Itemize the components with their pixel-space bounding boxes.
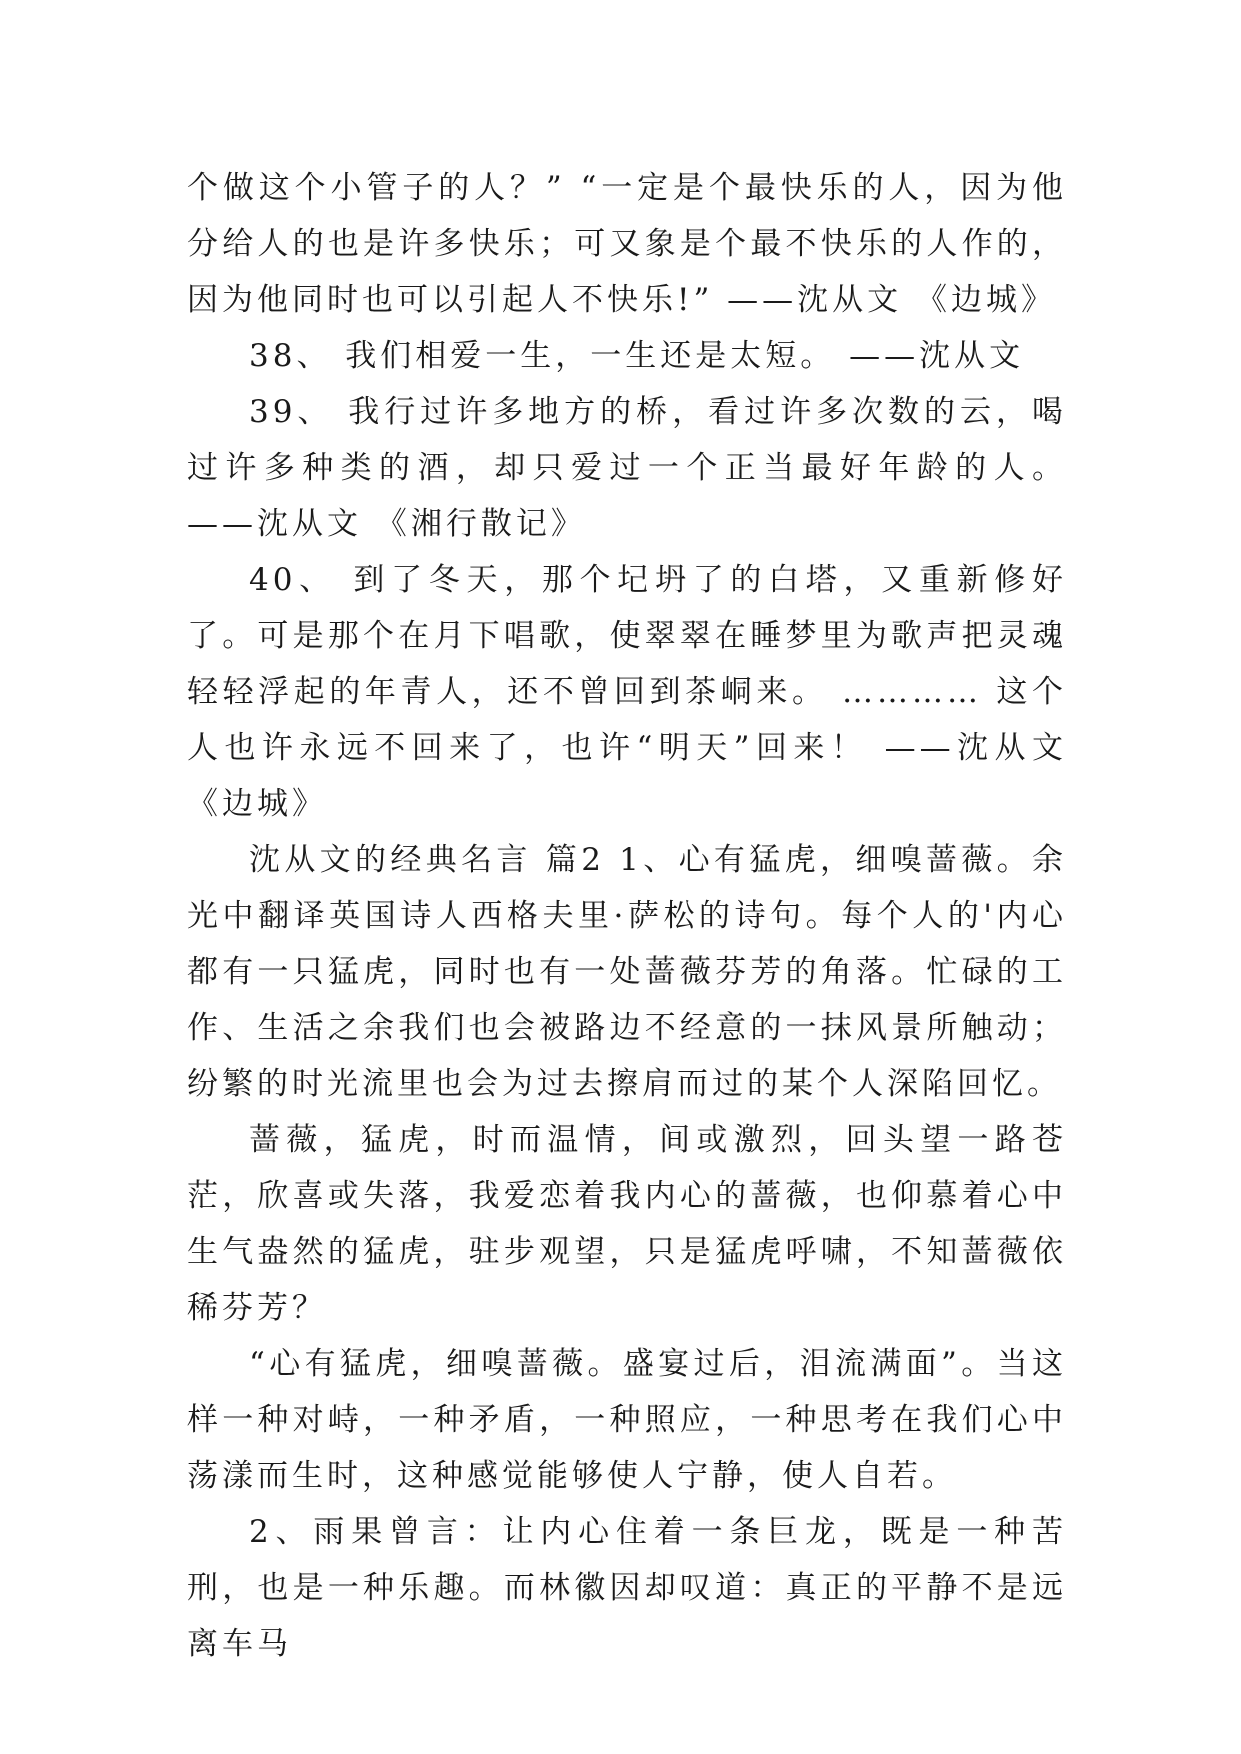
paragraph-quote-40: 40、 到了冬天，那个圮坍了的白塔，又重新修好了。可是那个在月下唱歌，使翠翠在睡梦里为歌声把灵魂轻轻浮起的年青人，还不曾回到茶峒来。 ………… 这个人也许永远不回来了，也许“明天”回来！ ——沈从文 《边城》	[187, 562, 1067, 822]
paragraph-quote-39: 39、 我行过许多地方的桥，看过许多次数的云，喝过许多种类的酒，却只爱过一个正当最好年龄的人。 ——沈从文 《湘行散记》	[187, 394, 1067, 542]
paragraph-section-2-intro: 沈从文的经典名言 篇2 1、心有猛虎，细嗅蔷薇。余光中翻译英国诗人西格夫里·萨松的诗句。每个人的'内心都有一只猛虎，同时也有一处蔷薇芬芳的角落。忙碌的工作、生活之余我们也会被路边不经意的一抹风景所触动；纷繁的时光流里也会为过去擦肩而过的某个人深陷回忆。	[187, 842, 1067, 1102]
paragraph-quote-feast: “心有猛虎，细嗅蔷薇。盛宴过后，泪流满面”。当这样一种对峙，一种矛盾，一种照应，一种思考在我们心中荡漾而生时，这种感觉能够使人宁静，使人自若。	[187, 1346, 1067, 1494]
body-text	[187, 160, 1067, 1672]
paragraph-continuation: 个做这个小管子的人？” “一定是个最快乐的人，因为他分给人的也是许多快乐；可又象是个最不快乐的人作的，因为他同时也可以引起人不快乐!” ——沈从文 《边城》	[187, 170, 1067, 318]
paragraph-quote-38: 38、 我们相爱一生，一生还是太短。 ——沈从文	[249, 338, 1025, 374]
paragraph-hugo: 2、雨果曾言：让内心住着一条巨龙，既是一种苦刑，也是一种乐趣。而林徽因却叹道：真正的平静不是远离车马	[187, 1514, 1067, 1662]
paragraph-rose-tiger: 蔷薇，猛虎，时而温情，间或激烈，回头望一路苍茫，欣喜或失落，我爱恋着我内心的蔷薇，也仰慕着心中生气盎然的猛虎，驻步观望，只是猛虎呼啸，不知蔷薇依稀芬芳？	[187, 1122, 1067, 1326]
